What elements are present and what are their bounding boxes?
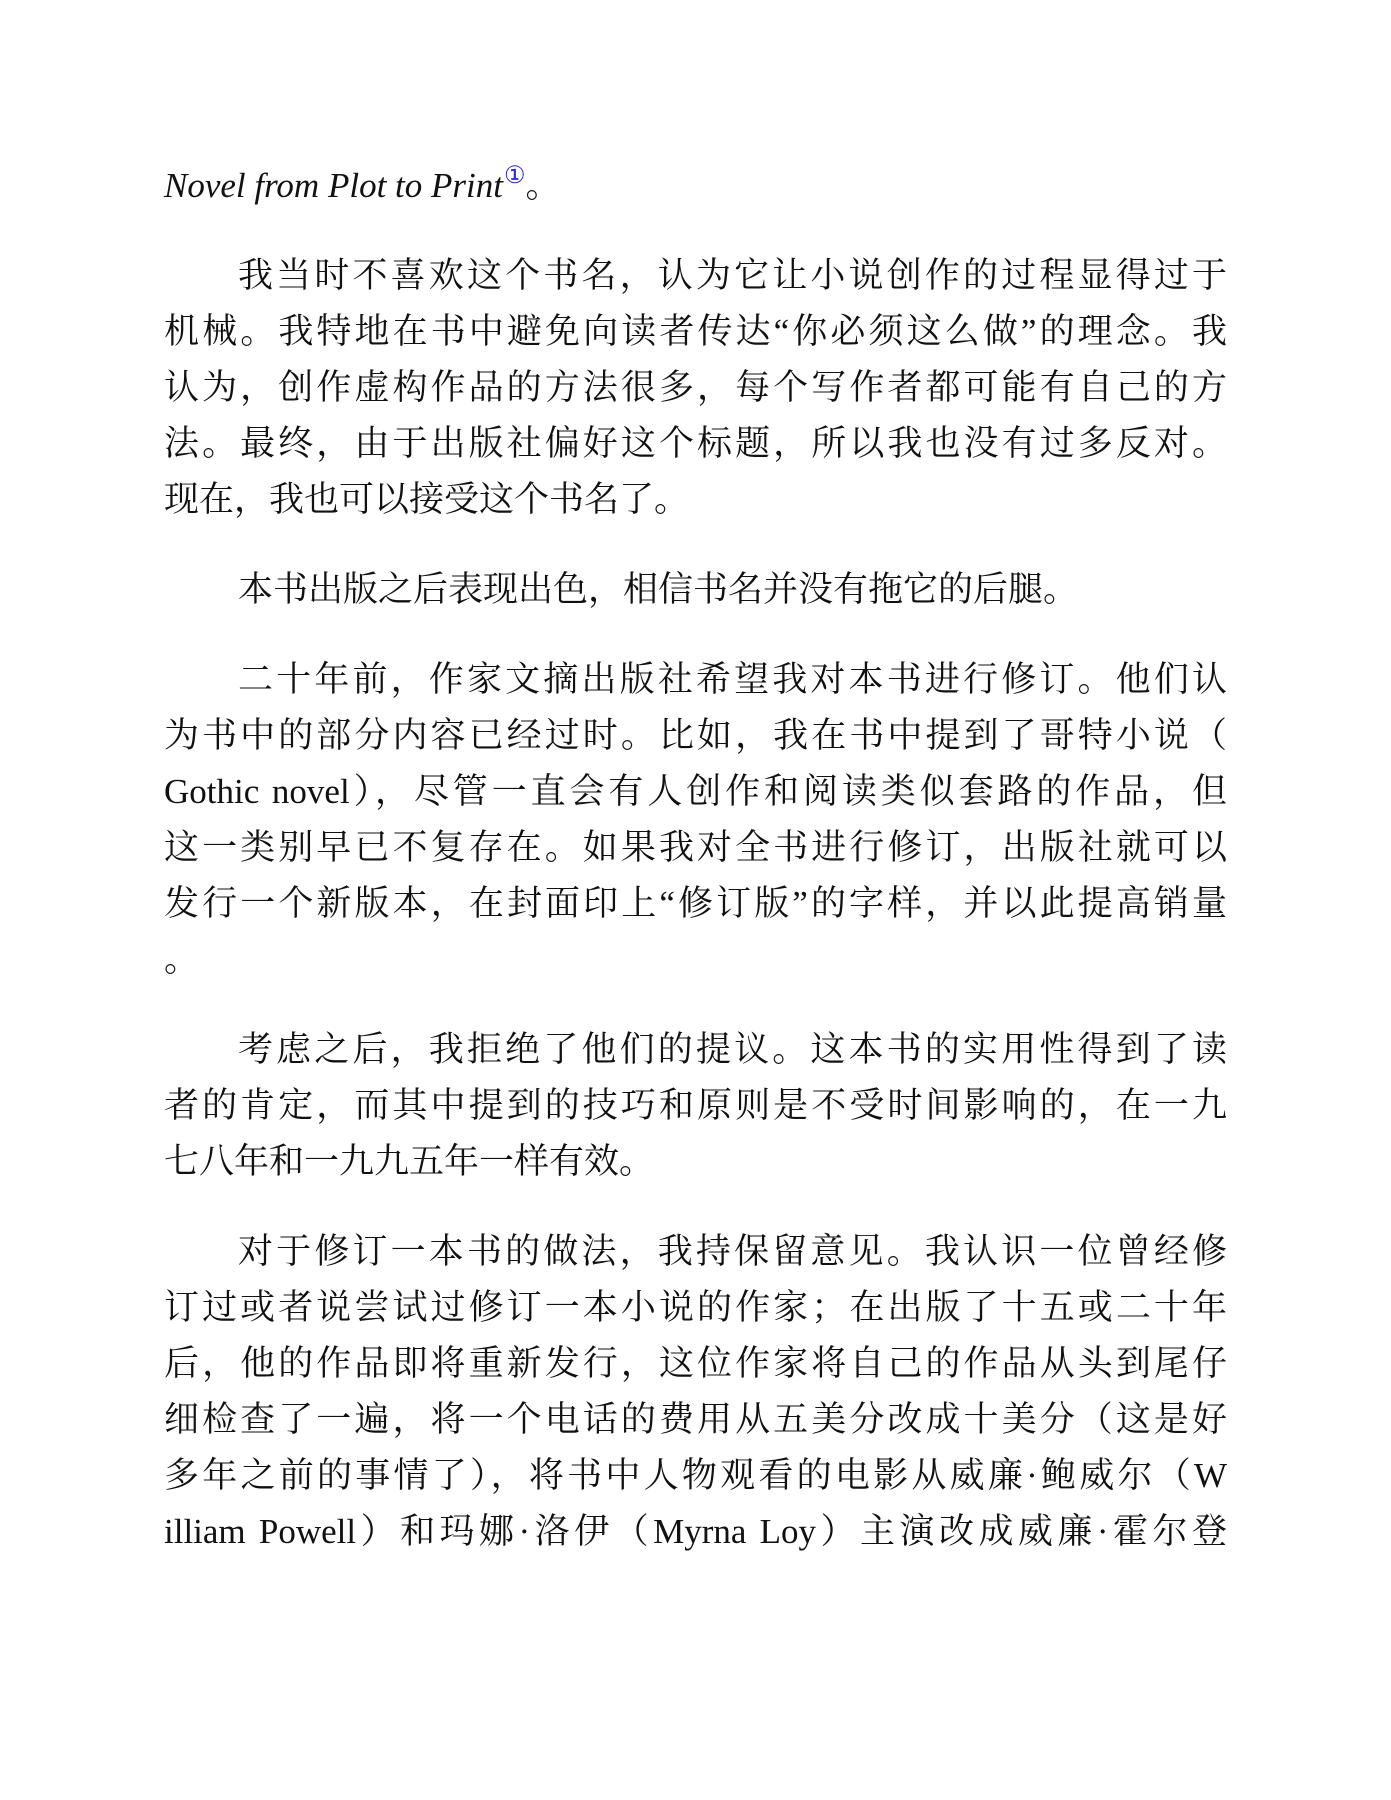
paragraph-line: 细检查了一遍，将一个电话的费用从五美分改成十美分（这是好 [164, 1400, 1227, 1439]
paragraph-line: 这一类别早已不复存在。如果我对全书进行修订，出版社就可以 [164, 828, 1227, 867]
paragraph-5 [164, 1224, 1227, 1560]
paragraph-line: 多年之前的事情了），将书中人物观看的电影从威廉·鲍威尔（W [164, 1456, 1227, 1495]
paragraph-line: 。 [164, 940, 200, 979]
paragraph-line: 二十年前，作家文摘出版社希望我对本书进行修订。他们认 [238, 660, 1227, 699]
paragraph-line: 为书中的部分内容已经过时。比如，我在书中提到了哥特小说（ [164, 716, 1227, 755]
paragraph-line: 我当时不喜欢这个书名，认为它让小说创作的过程显得过于 [238, 256, 1227, 295]
footnote-marker-link[interactable]: ① [503, 163, 526, 189]
paragraph-line: 现在，我也可以接受这个书名了。 [164, 480, 690, 519]
paragraph-gap [164, 618, 1227, 652]
paragraph-line: Gothic novel），尽管一直会有人创作和阅读类似套路的作品，但 [164, 772, 1227, 811]
paragraph-gap [164, 214, 1227, 248]
paragraph-line: 对于修订一本书的做法，我持保留意见。我认识一位曾经修 [238, 1232, 1227, 1271]
paragraph-line: 七八年和一九九五年一样有效。 [164, 1142, 655, 1181]
paragraph-line: 后，他的作品即将重新发行，这位作家将自己的作品从头到尾仔 [164, 1344, 1227, 1383]
paragraph-line: 订过或者说尝试过修订一本小说的作家；在出版了十五或二十年 [164, 1288, 1227, 1327]
book-title-line [164, 158, 1227, 214]
paragraph-2 [164, 562, 1227, 618]
paragraph-gap [164, 528, 1227, 562]
paragraph-3 [164, 652, 1227, 988]
paragraph-gap [164, 1190, 1227, 1224]
book-title-italic: Novel from Plot to Print [164, 166, 503, 205]
paragraph-line: 发行一个新版本，在封面印上“修订版”的字样，并以此提高销量 [164, 884, 1227, 923]
paragraph-1 [164, 248, 1227, 528]
paragraph-line: illiam Powell）和玛娜·洛伊（Myrna Loy）主演改成威廉·霍尔登 [164, 1512, 1227, 1551]
document-page [164, 158, 1227, 1560]
paragraph-4 [164, 1022, 1227, 1190]
paragraph-line: 本书出版之后表现出色，相信书名并没有拖它的后腿。 [238, 570, 1079, 609]
paragraph-line: 法。最终，由于出版社偏好这个标题，所以我也没有过多反对。 [164, 424, 1227, 463]
paragraph-line: 认为，创作虚构作品的方法很多，每个写作者都可能有自己的方 [164, 368, 1227, 407]
title-line-punctuation: 。 [525, 166, 561, 205]
paragraph-line: 者的肯定，而其中提到的技巧和原则是不受时间影响的，在一九 [164, 1086, 1227, 1125]
paragraph-line: 机械。我特地在书中避免向读者传达“你必须这么做”的理念。我 [164, 312, 1227, 351]
paragraph-gap [164, 988, 1227, 1022]
paragraph-line: 考虑之后，我拒绝了他们的提议。这本书的实用性得到了读 [238, 1030, 1227, 1069]
